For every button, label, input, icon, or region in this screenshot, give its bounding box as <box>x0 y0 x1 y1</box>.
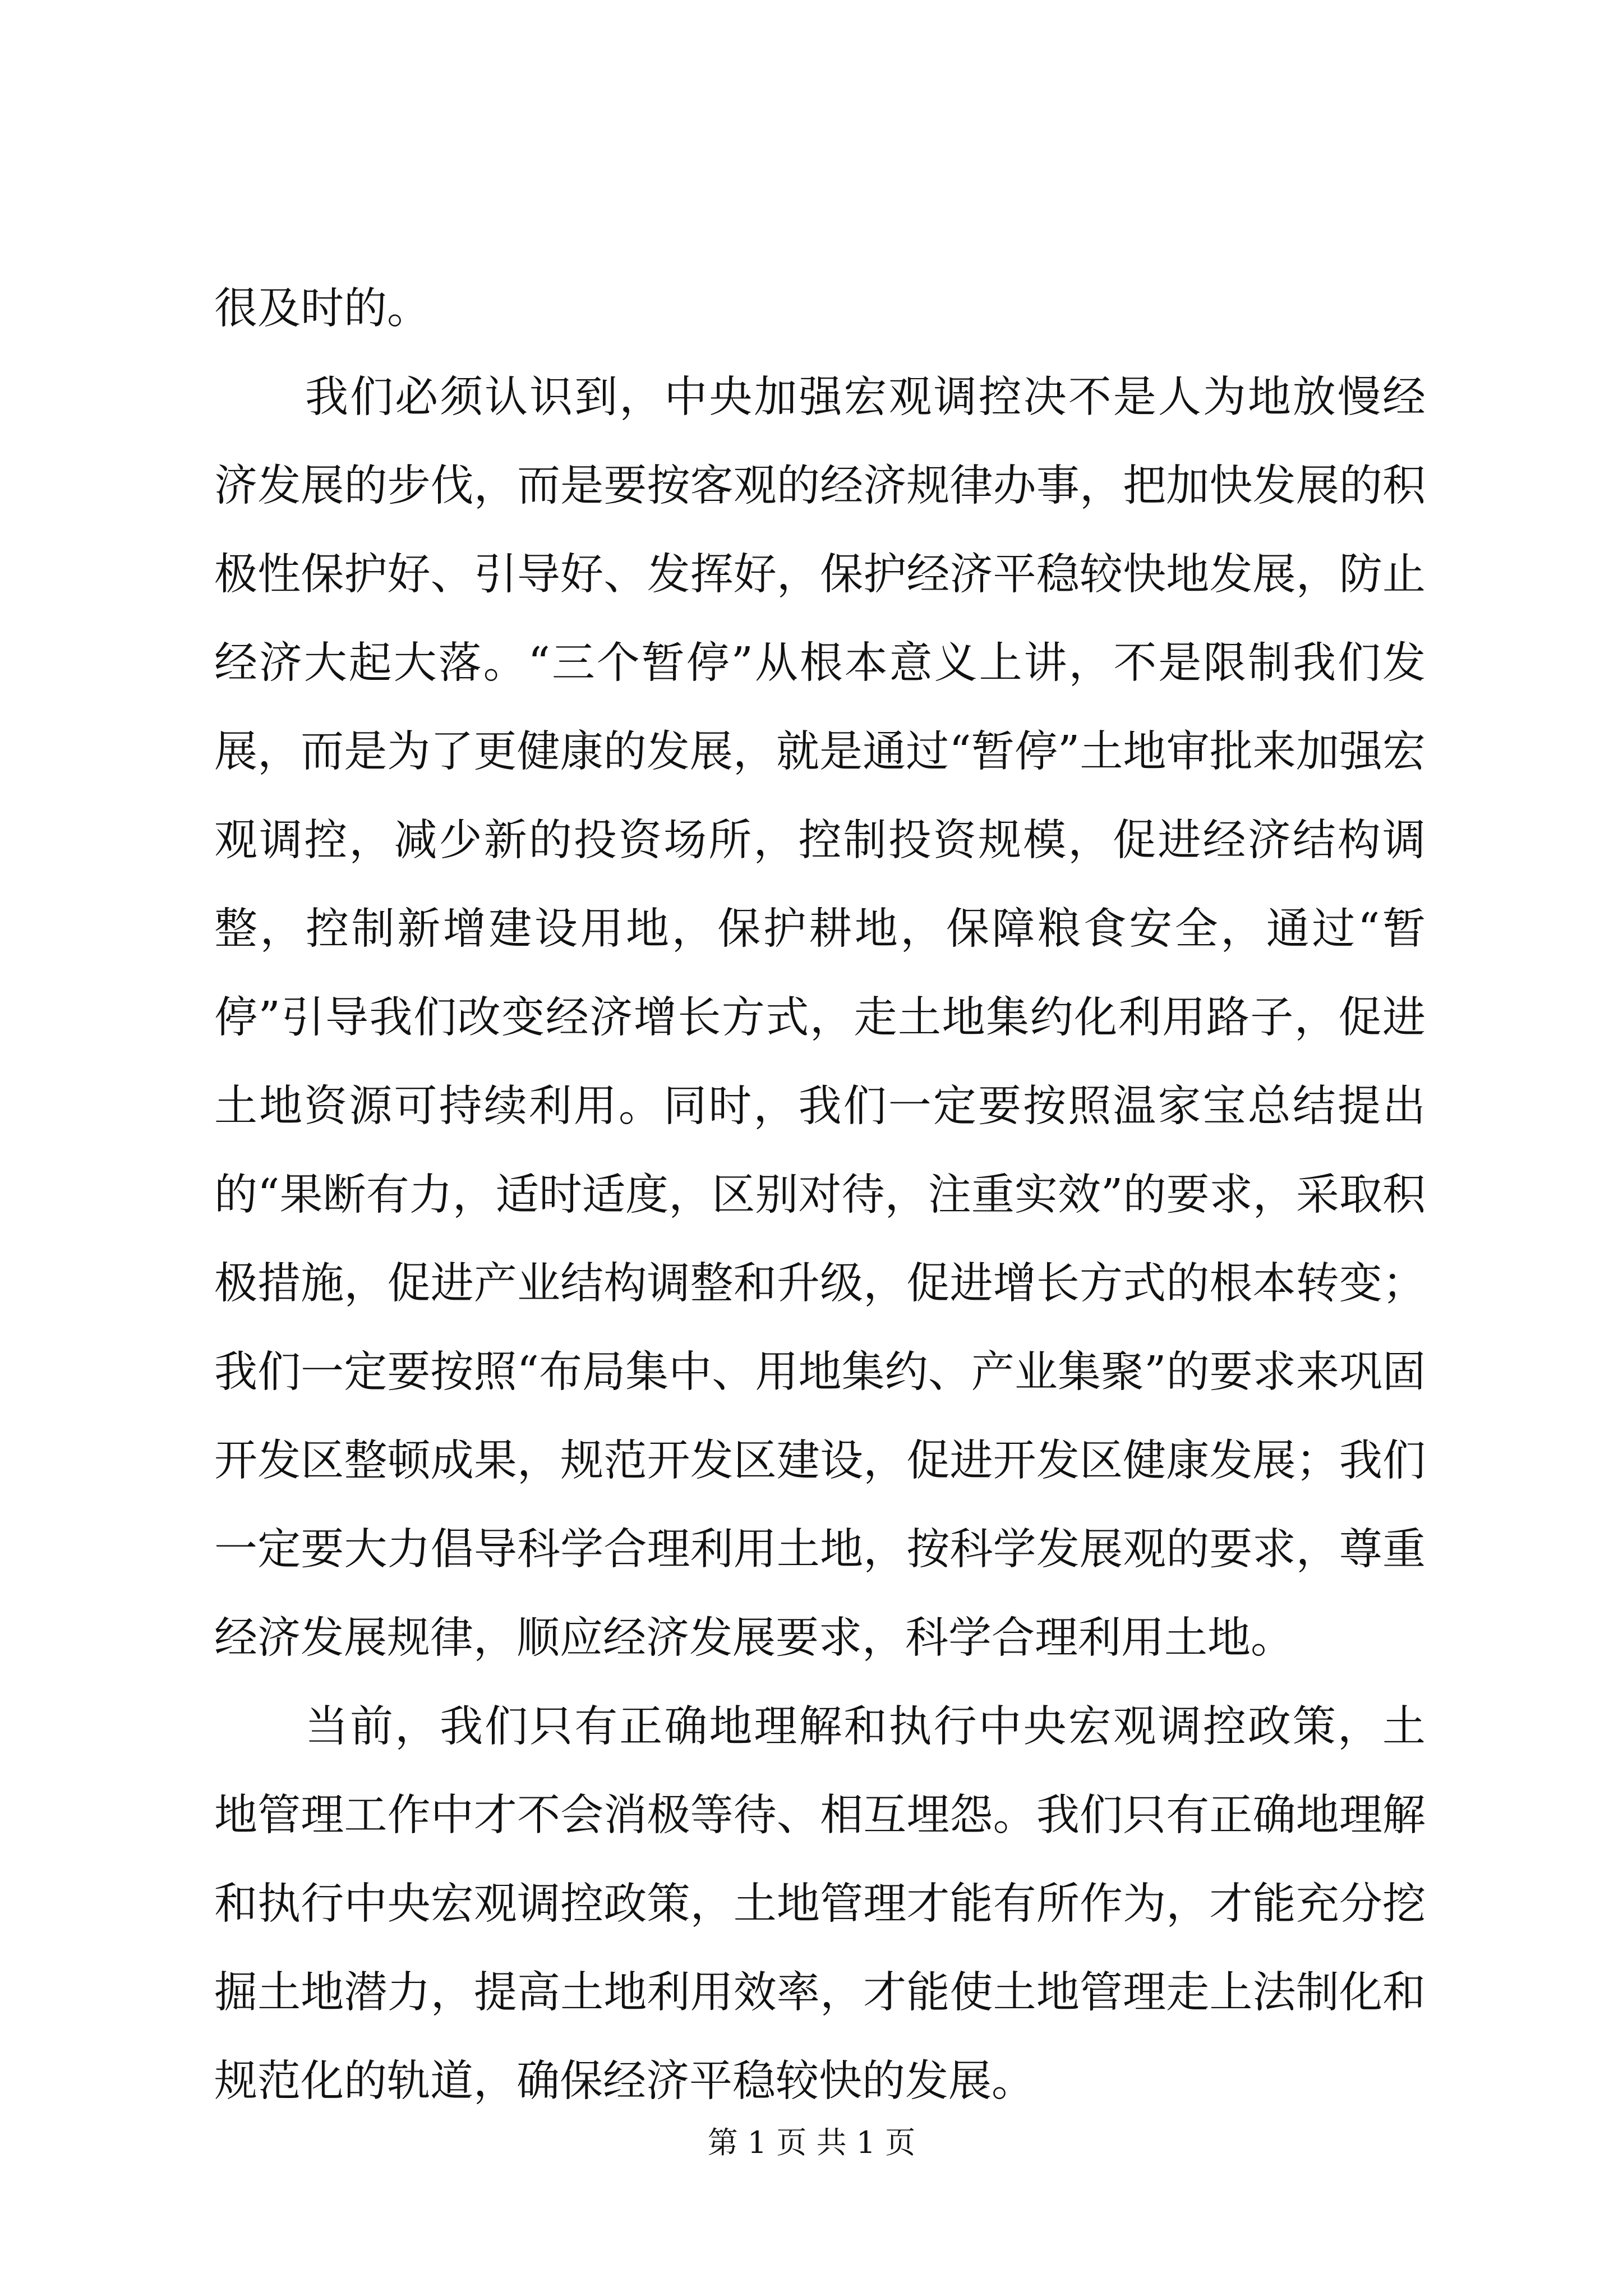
paragraph-macro-control: 我们必须认识到，中央加强宏观调控决不是人为地放慢经济发展的步伐，而是要按客观的经济规律办事，把加快发展的积极性保护好、引导好、发挥好，保护经济平稳较快地发展，防止经济大起大落。“三个暂停”从根本意义上讲，不是限制我们发展，而是为了更健康的发展，就是通过“暂停”土地审批来加强宏观调控，减少新的投资场所，控制投资规模，促进经济结构调整，控制新增建设用地，保护耕地，保障粮食安全，通过“暂停”引导我们改变经济增长方式，走土地集约化利用路子，促进土地资源可持续利用。同时，我们一定要按照温家宝总结提出的“果断有力，适时适度，区别对待，注重实效”的要求，采取积极措施，促进产业结构调整和升级，促进增长方式的根本转变；我们一定要按照“布局集中、用地集约、产业集聚”的要求来巩固开发区整顿成果，规范开发区建设，促进开发区健康发展；我们一定要大力倡导科学合理利用土地，按科学发展观的要求，尊重经济发展规律，顺应经济发展要求，科学合理利用土地。 <box>214 372 1426 1663</box>
body-text <box>214 265 1426 2126</box>
page-footer: 第 1 页 共 1 页 <box>707 2125 916 2160</box>
paragraph-conclusion: 当前，我们只有正确地理解和执行中央宏观调控政策，土地管理工作中才不会消极等待、相互埋怨。我们只有正确地理解和执行中央宏观调控政策，土地管理才能有所作为，才能充分挖掘土地潜力，提高土地利用效率，才能使土地管理走上法制化和规范化的轨道，确保经济平稳较快的发展。 <box>214 1702 1426 2106</box>
paragraph-continuation: 很及时的。 <box>214 284 430 334</box>
